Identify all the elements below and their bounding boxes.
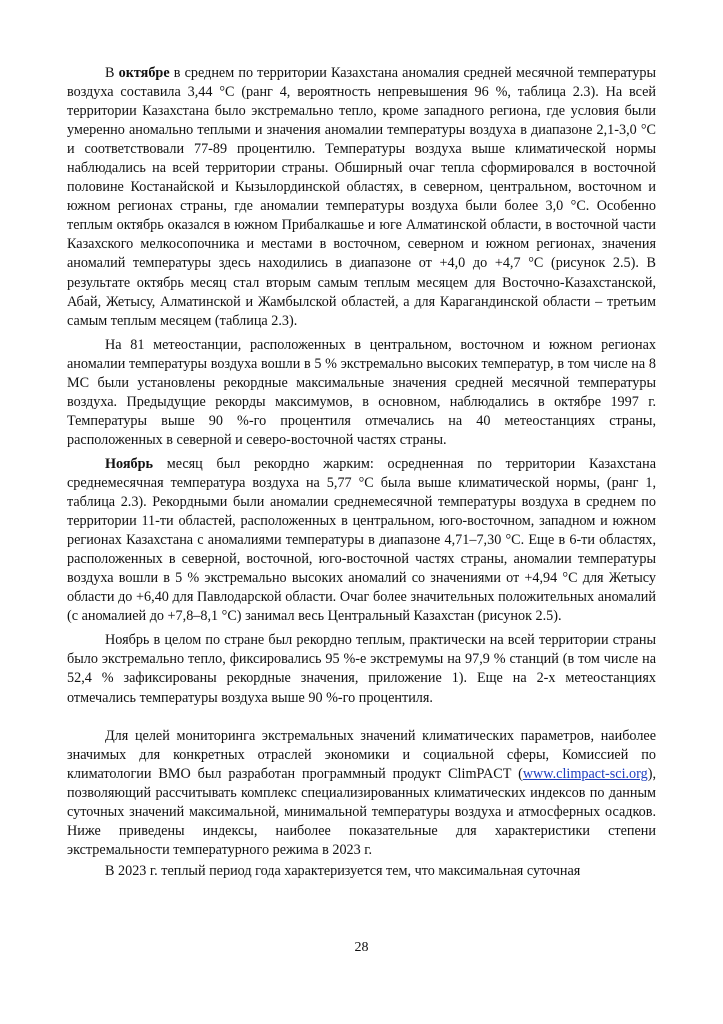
october-keyword: октябре [118, 65, 170, 81]
body-text [67, 64, 656, 881]
paragraph-october [67, 64, 656, 331]
climpact-link[interactable]: www.climpact-sci.org [522, 765, 648, 782]
paragraph-november [67, 455, 656, 626]
paragraph-warm-period: В 2023 г. теплый период года характеризуется тем, что максимальная суточная [105, 862, 581, 879]
november-keyword: Ноябрь [105, 455, 154, 472]
november-text: месяц был рекордно жарким: осредненная по территории Казахстана среднемесячная температура воздуха на 5,77 °С была выше климатической нормы, (ранг 1, таблица 2.3). Рекордными были аномалии среднемесячной температуры воздуха в среднем по территории 11-ти областей, расположенных в центральном, юго-восточном, западном и южном регионах Казахстана с аномалиями температуры в диапазоне 4,71–7,30 °С. Еще в 6-ти областях, расположенных в северной, восточной, юго-восточной частях страны, аномалии температуры воздуха вошли в 5 % экстремально высоких аномалий со значениями от +4,94 °С для Жетысу области до +6,40 для Павлодарской области. Очаг более значительных положительных аномалий (с аномалией до +7,8–8,1 °С) занимал весь Центральный Казахстан (рисунок 2.5). [67, 455, 656, 625]
paragraph-november-record: Ноябрь в целом по стране был рекордно теплым, практически на всей территории страны было экстремально тепло, фиксировались 95 %-е экстремумы на 97,9 % станций (в том числе на 52,4 % зафиксированы рекордные значения, приложение 1). Еще на 2-х метеостанциях отмечались температуры воздуха выше 90 %-го процентиля. [67, 632, 656, 706]
page-number: 28 [354, 940, 369, 955]
paragraph-stations-81: На 81 метеостанции, расположенных в центральном, восточном и южном регионах аномалии температуры воздуха вошли в 5 % экстремально высоких температур, в том числе на 8 МС были установлены рекордные максимальные значения средней месячной температуры воздуха. Предыдущие рекорды максимумов, в основном, наблюдались в октябре 1997 г. Температуры выше 90 %-го процентиля отмечались на 40 метеостанциях страны, расположенных в северной и северо-восточной частях страны. [67, 336, 656, 448]
paragraph-climpact [67, 727, 656, 860]
october-text: в среднем по территории Казахстана аномалия средней месячной температуры воздуха составила 3,44 °С (ранг 4, вероятность непревышения 96 %, таблица 2.3). На всей территории Казахстана было экстремально тепло, кроме западного региона, где условия были умеренно аномально теплыми и значения аномалии температуры воздуха в диапазоне 2,1-3,0 °С и соответствовали 77-89 процентилю. Температуры воздуха выше климатической нормы наблюдались на всей территории страны. Обширный очаг тепла сформировался в восточной половине Костанайской и Кызылординской областях, в северном, центральном, восточном и южном регионах страны, где аномалии температуры воздуха были более 3,0 °С. Особенно теплым октябрь оказался в южном Прибалкашье и юге Алматинской области, в восточной части Казахского мелкосопочника и местами в восточном, северном и южном регионах, значения аномалий температуры здесь находились в диапазоне от +4,0 до +4,7 °С (рисунок 2.5). В результате октябрь месяц стал вторым самым теплым месяцем для Восточно-Казахстанской, Абай, Жетысу, Алматинской и Жамбылской областей, а для Карагандинской области – третьим самым теплым месяцем (таблица 2.3). [67, 65, 656, 329]
october-lead: В [105, 65, 119, 81]
climpact-text-after-link: ), позволяющий рассчитывать комплекс специализированных климатических индексов по данным суточных значений максимальной, минимальной температуры воздуха и атмосферных осадков. Ниже приведены индексы, наиболее показательные для характеристики степени экстремальности температурного режима в 2023 г. [67, 765, 656, 858]
climpact-text-before-link: Для целей мониторинга экстремальных значений климатических параметров, наиболее значимых для конкретных отраслей экономики и социальной сферы, Комиссией по климатологии ВМО был разработан программный продукт ClimPACT ( [67, 727, 656, 782]
